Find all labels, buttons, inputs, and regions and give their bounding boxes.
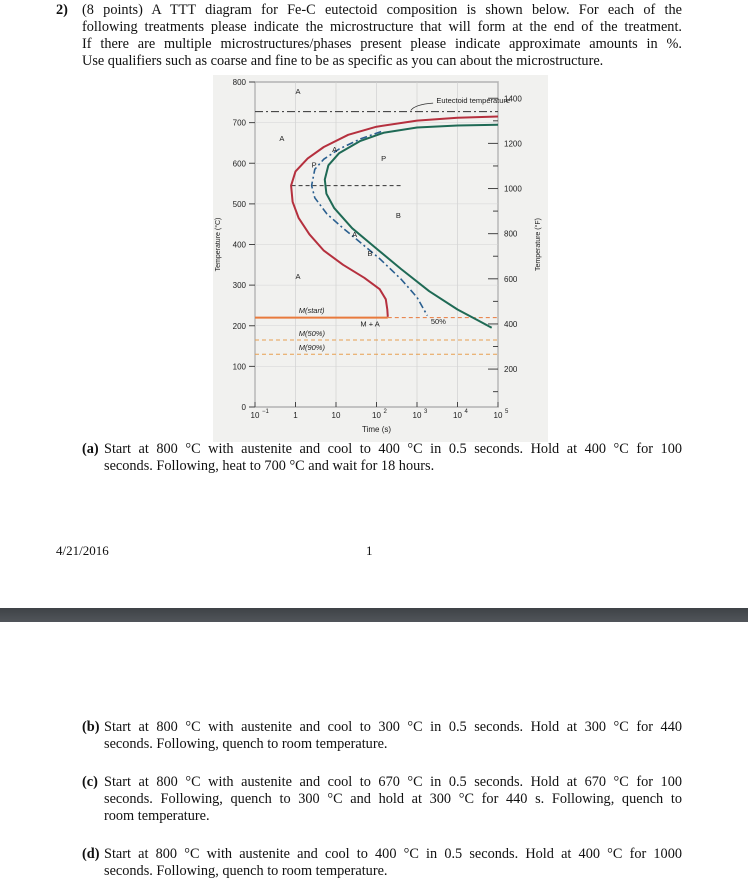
x-tick-exponent: −1 <box>262 409 269 415</box>
x-tick-exponent: 4 <box>464 409 468 415</box>
y-tick-label: 700 <box>232 118 246 128</box>
part-a-label: (a) <box>82 441 99 457</box>
curve-start <box>291 117 498 317</box>
part-a-text: seconds. Following, heat to 700 °C and wait for 18 hours. <box>104 458 435 474</box>
y-tick-label: 0 <box>241 403 246 412</box>
y-tick-label: 300 <box>232 281 246 291</box>
part-c-text: Start at 800 °C with austenite and cool to 670 °C in 0.5 seconds. Hold at 670 °C for 100 <box>104 774 682 790</box>
y-right-tick-label: 800 <box>504 229 518 239</box>
region-label: 50% <box>430 317 446 327</box>
x-tick-exponent: 3 <box>424 409 428 415</box>
y-tick-label: 800 <box>232 78 246 87</box>
y-right-tick-label: 1400 <box>504 94 522 104</box>
part-c-label: (c) <box>82 774 98 790</box>
footer-page-number: 1 <box>366 543 373 558</box>
part-c-text: seconds. Following, quench to 300 °C and hold at 300 °C for 440 s. Following, quench to <box>104 791 682 807</box>
y-tick-label: 400 <box>232 240 246 250</box>
x-tick-label: 10 <box>453 411 462 420</box>
part-d-text: Start at 800 °C with austenite and cool to 400 °C in 0.5 seconds. Hold at 400 °C for 1000 <box>104 846 682 862</box>
part-b-label: (b) <box>82 719 100 735</box>
part-b-text: seconds. Following, quench to room temperature. <box>104 736 388 752</box>
question-line: (8 points) A TTT diagram for Fe-C eutectoid composition is shown below. For each of the <box>82 2 682 18</box>
x-tick-label: 1 <box>293 411 298 420</box>
page-separator <box>0 608 748 622</box>
region-label: A <box>332 144 338 154</box>
eutectoid-arrow <box>411 103 433 110</box>
y-right-tick-label: 200 <box>504 365 518 375</box>
x-tick-label: 10 <box>493 411 503 420</box>
y-right-tick-label: 600 <box>504 274 518 284</box>
y-axis-label: Temperature (°C) <box>215 217 222 272</box>
y-right-tick-label: 1000 <box>504 184 522 194</box>
y-tick-label: 200 <box>232 321 246 331</box>
y-right-tick-label: 1200 <box>504 139 522 149</box>
region-label: P <box>381 154 387 164</box>
x-tick-label: 10 <box>331 411 341 420</box>
region-label: M(90%) <box>298 343 325 353</box>
x-tick-label: 10 <box>250 411 260 420</box>
region-label: M + A <box>360 319 380 329</box>
y-tick-label: 100 <box>232 362 246 372</box>
region-label: M(start) <box>298 305 325 315</box>
y-right-axis-label: Temperature (°F) <box>535 218 542 271</box>
question-number: 2) <box>56 2 68 18</box>
region-label: B <box>367 248 373 258</box>
y-tick-label: 600 <box>232 159 246 169</box>
footer-date: 4/21/2016 <box>56 543 109 558</box>
region-label: Eutectoid temperature <box>436 96 511 106</box>
curve-finish <box>325 125 498 328</box>
part-d-label: (d) <box>82 846 100 862</box>
region-label: P <box>311 160 317 170</box>
region-label: A <box>279 133 285 143</box>
x-tick-label: 10 <box>412 411 422 420</box>
y-tick-label: 500 <box>232 199 246 209</box>
part-d-text: seconds. Following, quench to room temperature. <box>104 863 388 879</box>
part-b-text: Start at 800 °C with austenite and cool to 300 °C in 0.5 seconds. Hold at 300 °C for 440 <box>104 719 682 735</box>
region-label: A <box>295 87 301 97</box>
y-right-tick-label: 400 <box>504 319 518 329</box>
curve-50pct <box>312 132 428 316</box>
region-label: A <box>352 230 358 240</box>
question-line: If there are multiple microstructures/phases present please indicate approximate amounts in %. <box>82 36 682 52</box>
x-tick-label: 10 <box>372 411 381 420</box>
x-tick-exponent: 2 <box>383 409 387 415</box>
region-label: A <box>295 272 301 282</box>
region-label: B <box>395 211 401 221</box>
part-a-text: Start at 800 °C with austenite and cool to 400 °C in 0.5 seconds. Hold at 400 °C for 100 <box>104 441 682 457</box>
question-line: Use qualifiers such as coarse and fine to be as specific as you can about the microstructure. <box>82 53 604 69</box>
x-tick-exponent: 5 <box>505 409 509 415</box>
question-line: following treatments please indicate the microstructure that will form at the end of the treatment. <box>82 19 682 35</box>
x-axis-label: Time (s) <box>361 425 392 434</box>
region-label: M(50%) <box>298 328 325 338</box>
part-c-text: room temperature. <box>104 808 210 824</box>
